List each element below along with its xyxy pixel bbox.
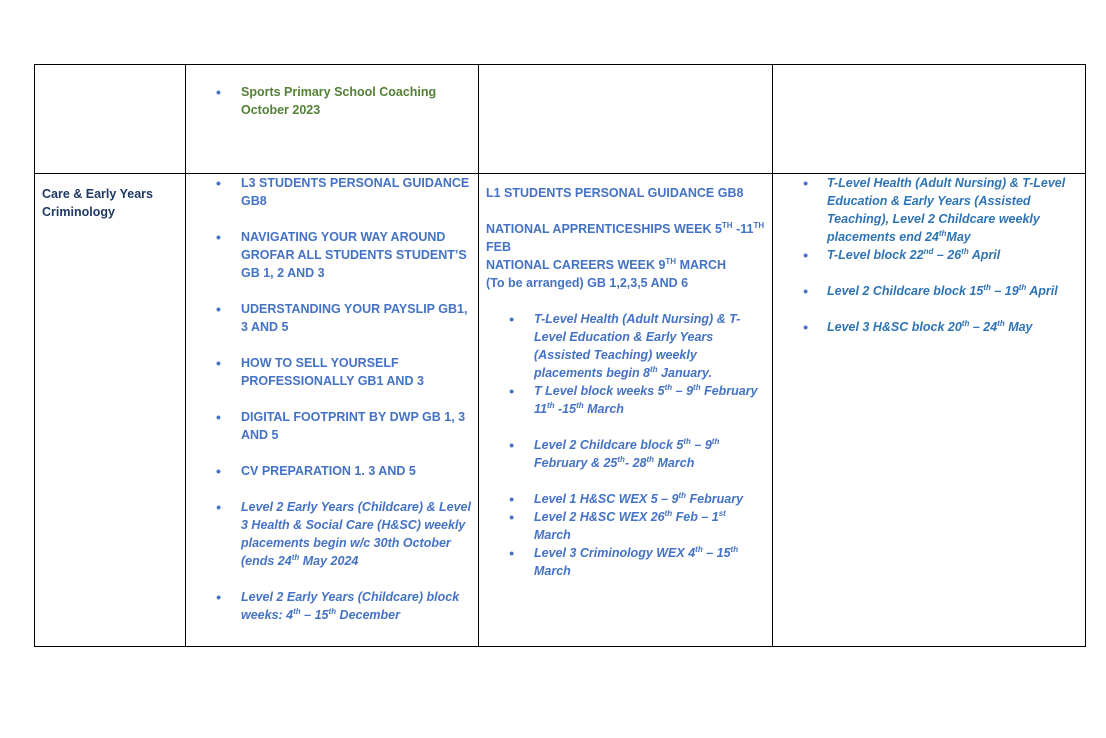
list-item: • Level 3 Criminology WEX 4th – 15th March (509, 544, 739, 578)
list-item: • Level 2 Childcare block 5th – 9th February & 25th- 28th March (509, 436, 720, 470)
bullet-list (186, 174, 478, 624)
bullet-list (773, 174, 1085, 336)
list-item: • Level 2 Childcare block 15th – 19th April (803, 282, 1058, 299)
bullet-list (186, 83, 478, 119)
list-item: • Sports Primary School Coaching October 2023 (216, 84, 437, 117)
list-item: • UDERSTANDING YOUR PAYSLIP GB1, 3 AND 5 (216, 301, 468, 334)
table-row (35, 174, 1086, 647)
list-item: • T-Level block 22nd – 26th April (803, 246, 1001, 263)
list-item: • HOW TO SELL YOURSELF PROFESSIONALLY GB1 AND 3 (216, 355, 424, 388)
bullet-list (479, 310, 772, 580)
table-cell (479, 174, 773, 647)
row-heading: Care & Early Years Criminology (42, 187, 153, 219)
table-row (35, 65, 1086, 174)
table-cell (773, 65, 1086, 174)
list-item: • Level 3 H&SC block 20th – 24th May (803, 318, 1033, 335)
list-item: • Level 2 Early Years (Childcare) & Level 3 Health & Social Care (H&SC) weekly placements begin w/c 30th October (ends 24th May 2024 (216, 499, 471, 568)
list-item: • Level 2 Early Years (Childcare) block weeks: 4th – 15th December (216, 589, 460, 622)
table-cell (35, 174, 186, 647)
cell-text: L1 STUDENTS PERSONAL GUIDANCE GB8 NATIONAL APPRENTICESHIPS WEEK 5TH -11TH FEB NATIONAL CAREERS WEEK 9TH MARCH (To be arranged) GB 1,2,3,5 AND 6 (486, 186, 765, 290)
list-item: • Level 2 H&SC WEX 26th Feb – 1st March (509, 508, 726, 542)
list-item: • DIGITAL FOOTPRINT BY DWP GB 1, 3 AND 5 (216, 409, 466, 442)
table-cell (479, 65, 773, 174)
schedule-table (34, 64, 1086, 647)
list-item: • T-Level Health (Adult Nursing) & T- Level Education & Early Years (Assisted Teaching) weekly placements begin 8th January. (509, 311, 741, 380)
list-item: • Level 1 H&SC WEX 5 – 9th February (509, 490, 744, 507)
list-item: • L3 STUDENTS PERSONAL GUIDANCE GB8 (216, 175, 470, 208)
list-item: • NAVIGATING YOUR WAY AROUND GROFAR ALL STUDENTS STUDENT’S GB 1, 2 AND 3 (216, 229, 467, 280)
list-item: • T-Level Health (Adult Nursing) & T-Level Education & Early Years (Assisted Teaching), Level 2 Childcare weekly placements end 24thMay (803, 175, 1066, 244)
list-item: • T Level block weeks 5th – 9th February 11th -15th March (509, 382, 758, 416)
list-item: • CV PREPARATION 1. 3 AND 5 (216, 463, 416, 479)
table-cell (186, 65, 479, 174)
table-cell (186, 174, 479, 647)
table-cell (773, 174, 1086, 647)
table-cell (35, 65, 186, 174)
